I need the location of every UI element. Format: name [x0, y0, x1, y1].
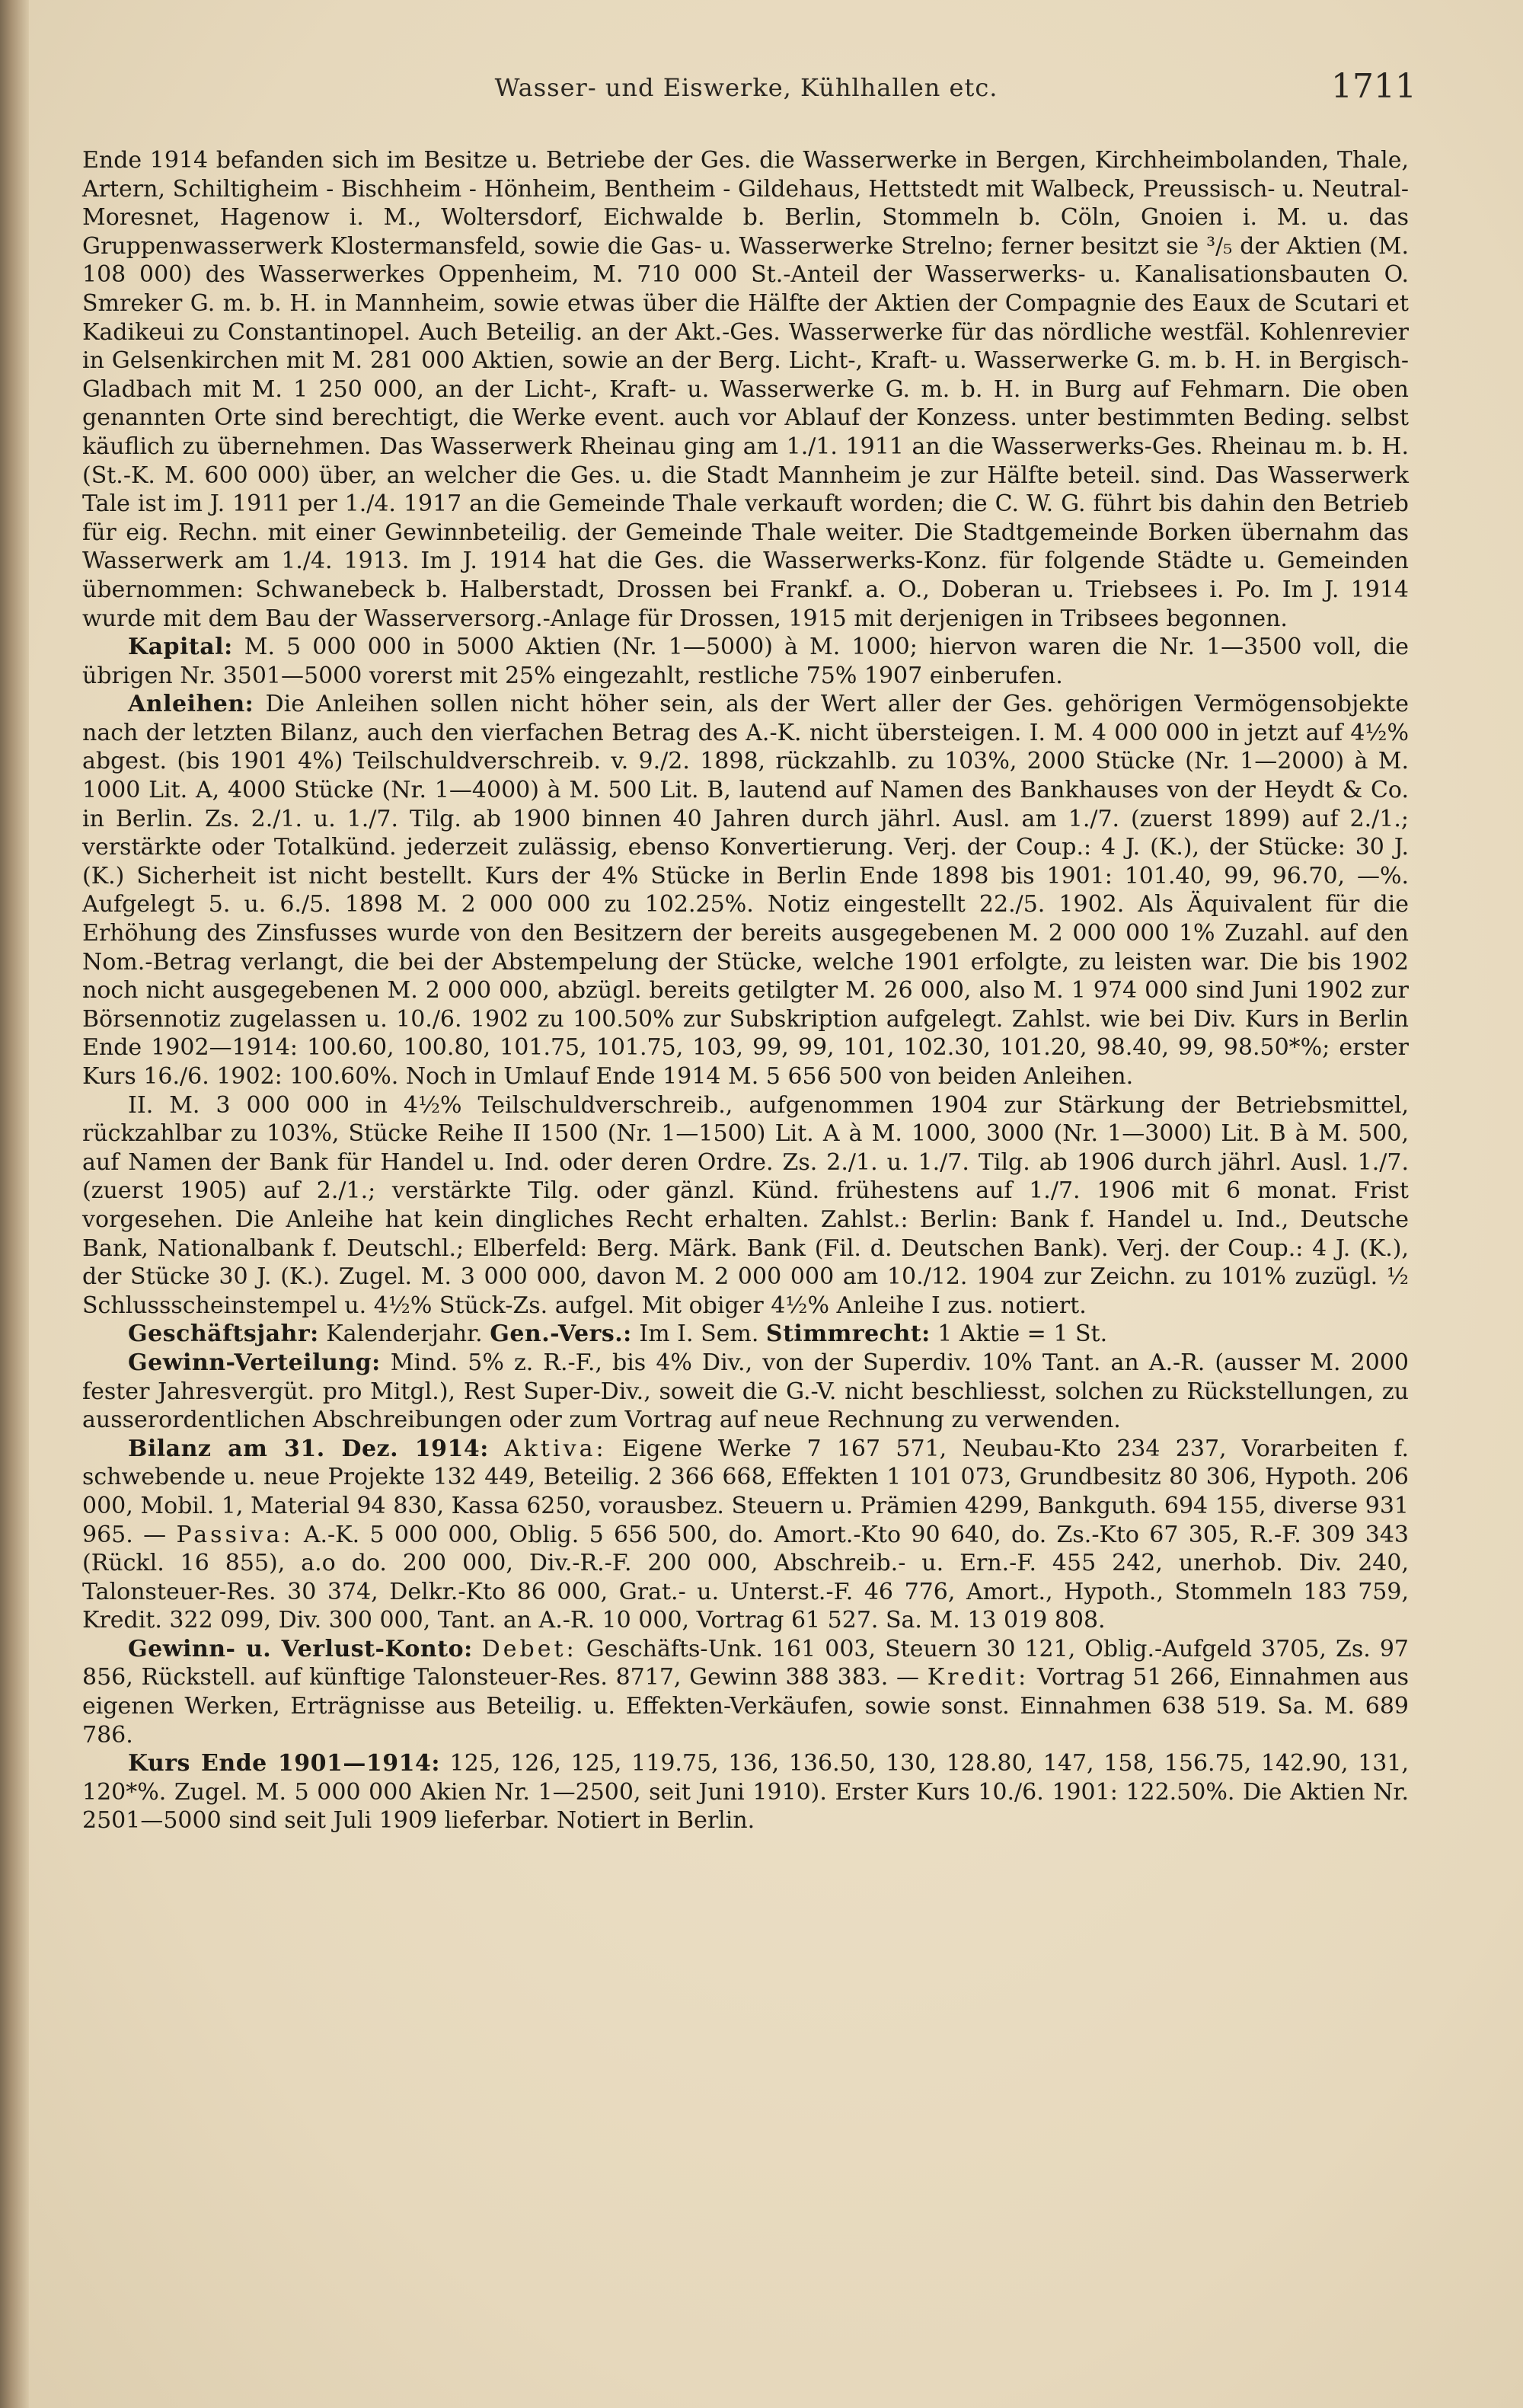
aktiva-text: Eigene Werke 7 167 571, Neubau-Kto 234 237, Vorarbeiten f. schwebende u. neue Projekte 132 449, Beteilig. 2 366 668, Effekten 1 101 073, Grundbesitz 80 306, Hypoth. 206 000, Mobil. 1, Material 94 830, Kassa 6250, vorausbez. Steuern u. Prämien 4299, Bankguth. 694 155, diverse 931 965. —: [82, 1435, 1409, 1548]
gewinn-label: Gewinn-Verteilung:: [128, 1349, 381, 1376]
kapital-text: M. 5 000 000 in 5000 Aktien (Nr. 1—5000) à M. 1000; hiervon waren die Nr. 1—3500 voll, die übrigen Nr. 3501—5000 vorerst mit 25% eingezahlt, restliche 75% 1907 einberufen.: [82, 634, 1409, 689]
stimmrecht-text: 1 Aktie = 1 St.: [937, 1321, 1108, 1348]
anleihe-ii-paragraph: [82, 1091, 1409, 1321]
kapital-paragraph: [82, 633, 1409, 690]
passiva-label: Passiva:: [176, 1521, 294, 1548]
intro-paragraph: [82, 146, 1409, 633]
anleihen-text: Die Anleihen sollen nicht höher sein, als der Wert aller der Ges. gehörigen Vermögensobjekte nach der letzten Bilanz, auch den vierfachen Betrag des A.-K. nicht übersteigen. I. M. 4 000 000 in jetzt auf 4½% abgest. (bis 1901 4%) Teilschuldverschreib. v. 9./2. 1898, rückzahlb. zu 103%, 2000 Stücke (Nr. 1—2000) à M. 1000 Lit. A, 4000 Stücke (Nr. 1—4000) à M. 500 Lit. B, lautend auf Namen des Bankhauses von der Heydt & Co. in Berlin. Zs. 2./1. u. 1./7. Tilg. ab 1900 binnen 40 Jahren durch jährl. Ausl. am 1./7. (zuerst 1899) auf 2./1.; verstärkte oder Totalkünd. jederzeit zulässig, ebenso Konvertierung. Verj. der Coup.: 4 J. (K.), der Stücke: 30 J. (K.) Sicherheit ist nicht bestellt. Kurs der 4% Stücke in Berlin Ende 1898 bis 1901: 101.40, 99, 96.70, —%. Aufgelegt 5. u. 6./5. 1898 M. 2 000 000 zu 102.25%. Notiz eingestellt 22./5. 1902. Als Äquivalent für die Erhöhung des Zinsfusses wurde von den Besitzern der bereits ausgegebenen M. 2 000 000 1% Zuzahl. auf den Nom.-Betrag verlangt, die bei der Abstempelung der Stücke, welche 1901 erfolgte, zu leisten war. Die bis 1902 noch nicht ausgegebenen M. 2 000 000, abzügl. bereits getilgter M. 26 000, also M. 1 974 000 sind Juni 1902 zur Börsennotiz zugelassen u. 10./6. 1902 zu 100.50% zur Subskription aufgelegt. Zahlst. wie bei Div. Kurs in Berlin Ende 1902—1914: 100.60, 100.80, 101.75, 101.75, 103, 99, 99, 101, 102.30, 101.20, 98.40, 99, 98.50*%; erster Kurs 16./6. 1902: 100.60%. Noch in Umlauf Ende 1914 M. 5 656 500 von beiden Anleihen.: [82, 691, 1409, 1090]
gewinn-text: Mind. 5% z. R.-F., bis 4% Div., von der Superdiv. 10% Tant. an A.-R. (ausser M. 2000 fester Jahresvergüt. pro Mitgl.), Rest Super-Div., soweit die G.-V. nicht beschliesst, solchen zu Rückstellungen, zu ausserordentlichen Abschreibungen oder zum Vortrag auf neue Rechnung zu verwenden.: [82, 1349, 1409, 1434]
meta-paragraph: [82, 1320, 1409, 1349]
kredit-label: Kredit:: [927, 1664, 1030, 1691]
anleihen-label: Anleihen:: [128, 691, 254, 718]
stimmrecht-label: Stimmrecht:: [765, 1321, 931, 1348]
kapital-label: Kapital:: [128, 634, 233, 661]
bilanz-paragraph: [82, 1435, 1409, 1635]
article-body: [82, 146, 1409, 1835]
gewinn-paragraph: [82, 1349, 1409, 1435]
geschaeftsjahr-text: Kalenderjahr.: [326, 1321, 483, 1348]
bilanz-label: Bilanz am 31. Dez. 1914:: [128, 1435, 489, 1462]
anleihe-ii-text: II. M. 3 000 000 in 4½% Teilschuldverschreib., aufgenommen 1904 zur Stärkung der Betriebsmittel, rückzahlbar zu 103%, Stücke Reihe II 1500 (Nr. 1—1500) Lit. A à M. 1000, 3000 (Nr. 1—3000) Lit. B à M. 500, auf Namen der Bank für Handel u. Ind. oder deren Ordre. Zs. 2./1. u. 1./7. Tilg. ab 1906 durch jährl. Ausl. 1./7. (zuerst 1905) auf 2./1.; verstärkte Tilg. oder gänzl. Künd. frühestens auf 1./7. 1906 mit 6 monat. Frist vorgesehen. Die Anleihe hat kein dingliches Recht erhalten. Zahlst.: Berlin: Bank f. Handel u. Ind., Deutsche Bank, Nationalbank f. Deutschl.; Elberfeld: Berg. Märk. Bank (Fil. d. Deutschen Bank). Verj. der Coup.: 4 J. (K.), der Stücke 30 J. (K.). Zugel. M. 3 000 000, davon M. 2 000 000 am 10./12. 1904 zur Zeichn. zu 101% zuzügl. ½ Schlussscheinstempel u. 4½% Stück-Zs. aufgel. Mit obiger 4½% Anleihe I zus. notiert.: [82, 1091, 1409, 1319]
gen-vers-text: Im I. Sem.: [639, 1321, 759, 1348]
gen-vers-label: Gen.-Vers.:: [490, 1321, 632, 1348]
kurs-label: Kurs Ende 1901—1914:: [128, 1750, 440, 1777]
intro-text: Ende 1914 befanden sich im Besitze u. Betriebe der Ges. die Wasserwerke in Bergen, Kirchheimbolanden, Thale, Artern, Schiltigheim - Bischheim - Hönheim, Bentheim - Gildehaus, Hettstedt mit Walbeck, Preussisch- u. Neutral-Moresnet, Hagenow i. M., Woltersdorf, Eichwalde b. Berlin, Stommeln b. Cöln, Gnoien i. M. u. das Gruppenwasserwerk Klostermansfeld, sowie die Gas- u. Wasserwerke Strelno; ferner besitzt sie ³/₅ der Aktien (M. 108 000) des Wasserwerkes Oppenheim, M. 710 000 St.-Anteil der Wasserwerks- u. Kanalisationsbauten O. Smreker G. m. b. H. in Mannheim, sowie etwas über die Hälfte der Aktien der Compagnie des Eaux de Scutari et Kadikeui zu Constantinopel. Auch Beteilig. an der Akt.-Ges. Wasserwerke für das nördliche westfäl. Kohlenrevier in Gelsenkirchen mit M. 281 000 Aktien, sowie an der Berg. Licht-, Kraft- u. Wasserwerke G. m. b. H. in Bergisch-Gladbach mit M. 1 250 000, an der Licht-, Kraft- u. Wasserwerke G. m. b. H. in Burg auf Fehmarn. Die oben genannten Orte sind berechtigt, die Werke event. auch vor Ablauf der Konzess. unter bestimmten Beding. selbst käuflich zu übernehmen. Das Wasserwerk Rheinau ging am 1./1. 1911 an die Wasserwerks-Ges. Rheinau m. b. H. (St.-K. M. 600 000) über, an welcher die Ges. u. die Stadt Mannheim je zur Hälfte beteil. sind. Das Wasserwerk Tale ist im J. 1911 per 1./4. 1917 an die Gemeinde Thale verkauft worden; die C. W. G. führt bis dahin den Betrieb für eig. Rechn. mit einer Gewinnbeteilig. der Gemeinde Thale weiter. Die Stadtgemeinde Borken übernahm das Wasserwerk am 1./4. 1913. Im J. 1914 hat die Ges. die Wasserwerks-Konz. für folgende Städte u. Gemeinden übernommen: Schwanebeck b. Halberstadt, Drossen bei Frankf. a. O., Doberan u. Triebsees i. Po. Im J. 1914 wurde mit dem Bau der Wasserversorg.-Anlage für Drossen, 1915 mit derjenigen in Tribsees begonnen.: [82, 147, 1409, 632]
debet-text: Geschäfts-Unk. 161 003, Steuern 30 121, Oblig.-Aufgeld 3705, Zs. 97 856, Rückstell. auf künftige Talonsteuer-Res. 8717, Gewinn 388 383. —: [82, 1635, 1410, 1691]
kurs-paragraph: [82, 1749, 1409, 1835]
passiva-text: A.-K. 5 000 000, Oblig. 5 656 500, do. Amort.-Kto 90 640, do. Zs.-Kto 67 305, R.-F. 309 343 (Rückl. 16 855), a.o do. 200 000, Div.-R.-F. 200 000, Abschreib.- u. Ern.-F. 455 242, unerhob. Div. 240, Talonsteuer-Res. 30 374, Delkr.-Kto 86 000, Grat.- u. Unterst.-F. 46 776, Amort., Hypoth., Stommeln 183 759, Kredit. 322 099, Div. 300 000, Tant. an A.-R. 10 000, Vortrag 61 527. Sa. M. 13 019 808.: [82, 1521, 1409, 1634]
aktiva-label: Aktiva:: [504, 1435, 607, 1462]
kredit-text: Vortrag 51 266, Einnahmen aus eigenen Werken, Erträgnisse aus Beteilig. u. Effekten-Verkäufen, sowie sonst. Einnahmen 638 519. Sa. M. 689 786.: [82, 1664, 1410, 1749]
guv-paragraph: [82, 1635, 1409, 1749]
running-title: Wasser- und Eiswerke, Kühlhallen etc.: [494, 73, 998, 102]
anleihen-paragraph: [82, 690, 1409, 1091]
debet-label: Debet:: [481, 1635, 577, 1662]
page-header: [76, 67, 1416, 113]
guv-label: Gewinn- u. Verlust-Konto:: [128, 1635, 473, 1662]
page-binding-edge: [0, 0, 29, 2408]
page-number: 1711: [1331, 67, 1416, 106]
geschaeftsjahr-label: Geschäftsjahr:: [128, 1321, 319, 1348]
kurs-text: 125, 126, 125, 119.75, 136, 136.50, 130, 128.80, 147, 158, 156.75, 142.90, 131, 120*%. Zugel. M. 5 000 000 Akien Nr. 1—2500, seit Juni 1910). Erster Kurs 10./6. 1901: 122.50%. Die Aktien Nr. 2501—5000 sind seit Juli 1909 lieferbar. Notiert in Berlin.: [82, 1750, 1409, 1835]
